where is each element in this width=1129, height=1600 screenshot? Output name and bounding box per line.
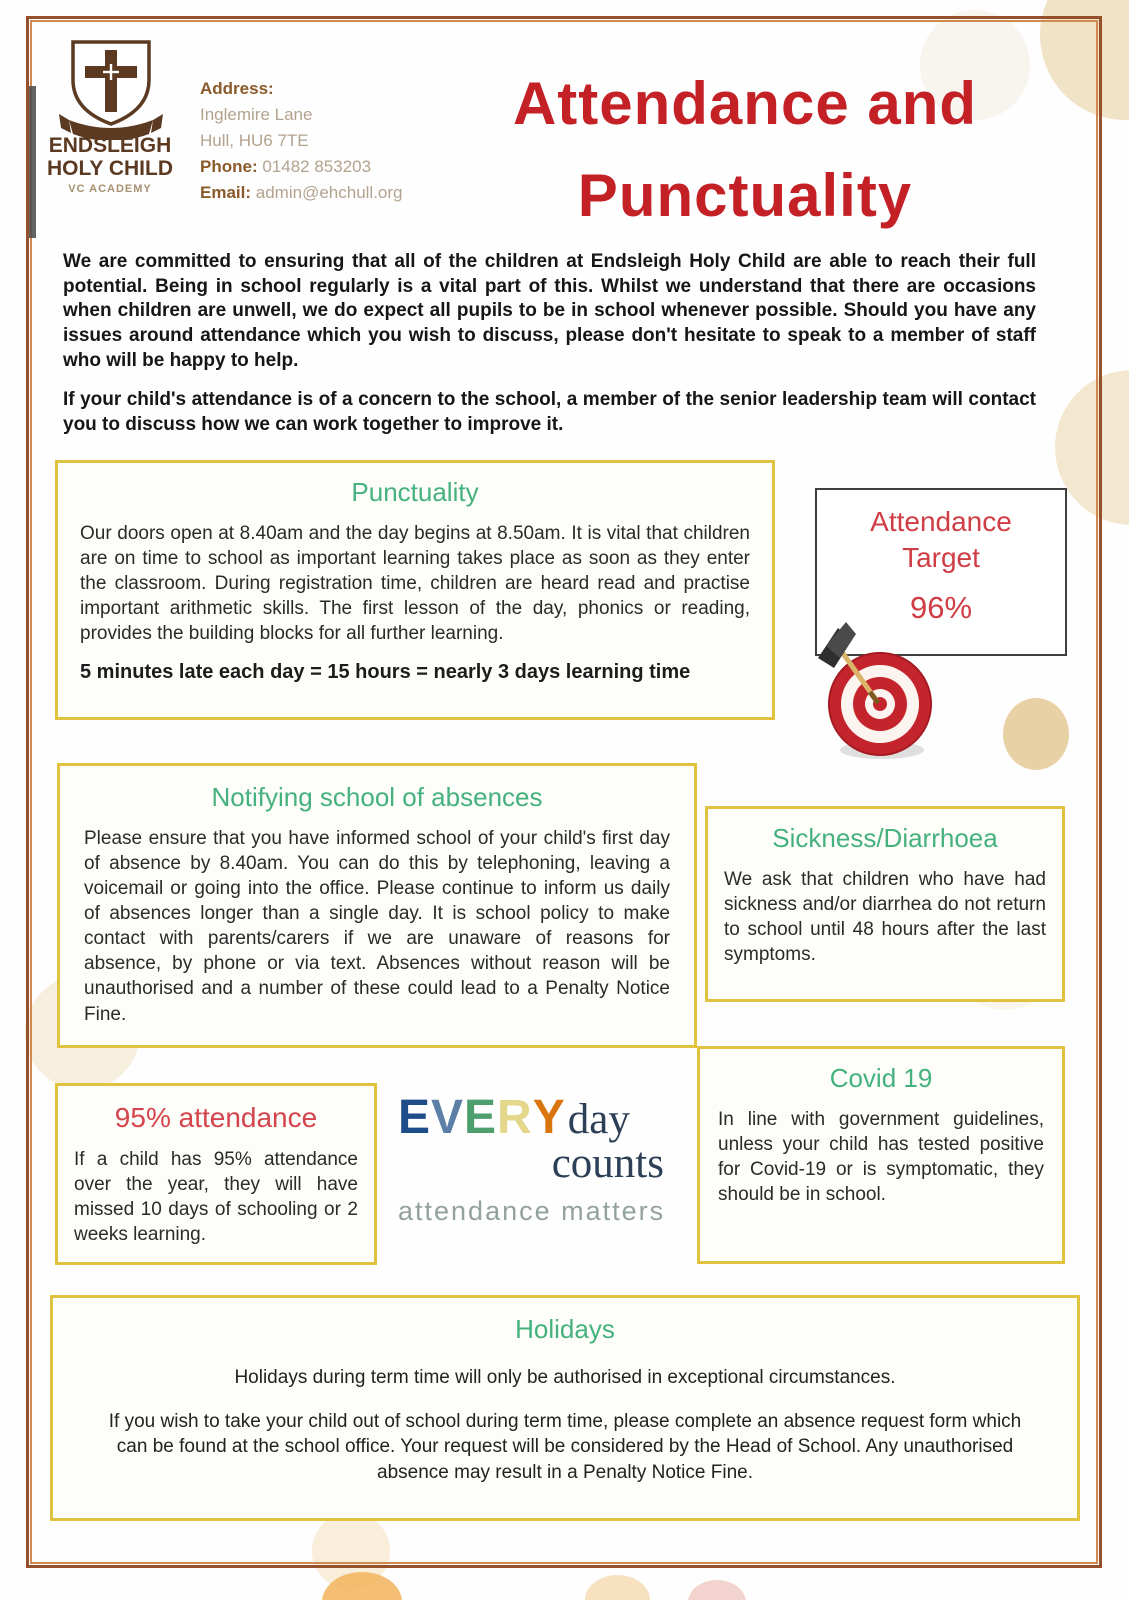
intro-paragraph-2: If your child's attendance is of a concern to the school, a member of the senior leadership team will contact you to discuss how we can work together to improve it.	[63, 389, 1036, 436]
school-crest	[55, 36, 167, 140]
everyday-tagline: attendance matters	[398, 1196, 666, 1226]
school-subtitle: VC ACADEMY	[68, 183, 152, 195]
punctuality-title: Punctuality	[351, 477, 479, 507]
holidays-paragraph-2: If you wish to take your child out of school during term time, please complete an absence request form which can be found at the school office. Your request will be considered by the Head of School. Any unauthorised absence may result in a Penalty Notice Fine.	[108, 1410, 1022, 1483]
notifying-box	[57, 763, 697, 1048]
decorative-circle	[585, 1575, 650, 1600]
everyday-counts-line1	[398, 1090, 678, 1145]
everyday-letter: E	[464, 1091, 498, 1144]
intro-section	[63, 250, 1036, 453]
dartboard-target-icon	[812, 616, 942, 764]
decorative-circle	[1003, 698, 1069, 770]
covid-title: Covid 19	[829, 1063, 933, 1093]
attendance95-body: If a child has 95% attendance over the year, they will have missed 10 days of schooling or 2 weeks learning.	[74, 1149, 358, 1246]
address-line1: Inglemire Lane	[200, 105, 313, 124]
everyday-letter: R	[497, 1091, 533, 1144]
everyday-letter: Y	[532, 1091, 566, 1144]
page-title-line2: Punctuality	[577, 162, 913, 229]
decorative-circle	[688, 1580, 746, 1600]
attendance95-title: 95% attendance	[114, 1102, 318, 1133]
address-block	[200, 76, 460, 206]
address-label: Address:	[200, 79, 274, 98]
attendance-target-title-line2: Target	[902, 542, 980, 573]
phone-value: 01482 853203	[262, 157, 372, 176]
holidays-paragraph-1: Holidays during term time will only be authorised in exceptional circumstances.	[234, 1367, 896, 1388]
attendance95-box	[55, 1083, 377, 1265]
sickness-body: We ask that children who have had sickness and/or diarrhea do not return to school until 48 hours after the last symptoms.	[724, 869, 1046, 966]
email-label: Email:	[200, 183, 252, 202]
everyday-letter: V	[431, 1091, 465, 1144]
school-name-line1: ENDSLEIGH	[48, 134, 172, 157]
everyday-day-word: day	[567, 1096, 630, 1143]
sickness-title: Sickness/Diarrhoea	[772, 823, 998, 853]
attendance-target-value: 96%	[909, 590, 973, 625]
notifying-body: Please ensure that you have informed school of your child's first day of absence by 8.40am. You can do this by telephoning, leaving a voicemail or going into the office. Please continue to inform us daily of absences longer than a single day. It is school policy to make contact with parents/carers if we are unaware of reasons for absence, by phone or via text. Absences without reason will be unauthorised and a number of these could lead to a Penalty Notice Fine.	[84, 828, 670, 1025]
school-crest-icon	[55, 36, 167, 140]
everyday-letter: E	[398, 1091, 432, 1144]
intro-paragraph-1: We are committed to ensuring that all of the children at Endsleigh Holy Child are able to reach their full potential. Being in school regularly is a vital part of this. Whilst we understand that there are occasions when children are unwell, we do expect all pupils to be in school whenever possible. Should you have any issues around attendance which you wish to discuss, please don't hesitate to speak to a member of staff who will be happy to help.	[63, 251, 1036, 371]
school-name	[25, 134, 195, 195]
covid-body: In line with government guidelines, unless your child has tested positive for Covid-19 or is symptomatic, they should be in school.	[718, 1109, 1044, 1206]
dartboard	[812, 616, 942, 764]
covid-box	[697, 1046, 1065, 1264]
everyday-counts-word: counts	[551, 1140, 664, 1187]
punctuality-body: Our doors open at 8.40am and the day begins at 8.50am. It is vital that children are on time to school as important learning takes place as soon as they enter the classroom. During registration time, children are heard read and practise important arithmetic skills. The first lesson of the day, phonics or reading, provides the building blocks for all further learning.	[80, 523, 750, 645]
holidays-box	[50, 1295, 1080, 1521]
notifying-title: Notifying school of absences	[211, 782, 543, 812]
everyday-counts-logo	[398, 1090, 678, 1227]
address-line2: Hull, HU6 7TE	[200, 131, 309, 150]
school-name-line2: HOLY CHILD	[46, 157, 174, 180]
page-title-line1: Attendance and	[512, 70, 978, 137]
sickness-box	[705, 806, 1065, 1002]
email-value: admin@ehchull.org	[255, 183, 403, 202]
phone-label: Phone:	[200, 157, 258, 176]
attendance-target-title-line1: Attendance	[870, 506, 1012, 537]
punctuality-box	[55, 460, 775, 720]
page-title	[440, 58, 1050, 242]
scan-artifact	[29, 86, 36, 238]
punctuality-highlight: 5 minutes late each day = 15 hours = nearly 3 days learning time	[80, 661, 691, 684]
holidays-title: Holidays	[515, 1314, 615, 1344]
